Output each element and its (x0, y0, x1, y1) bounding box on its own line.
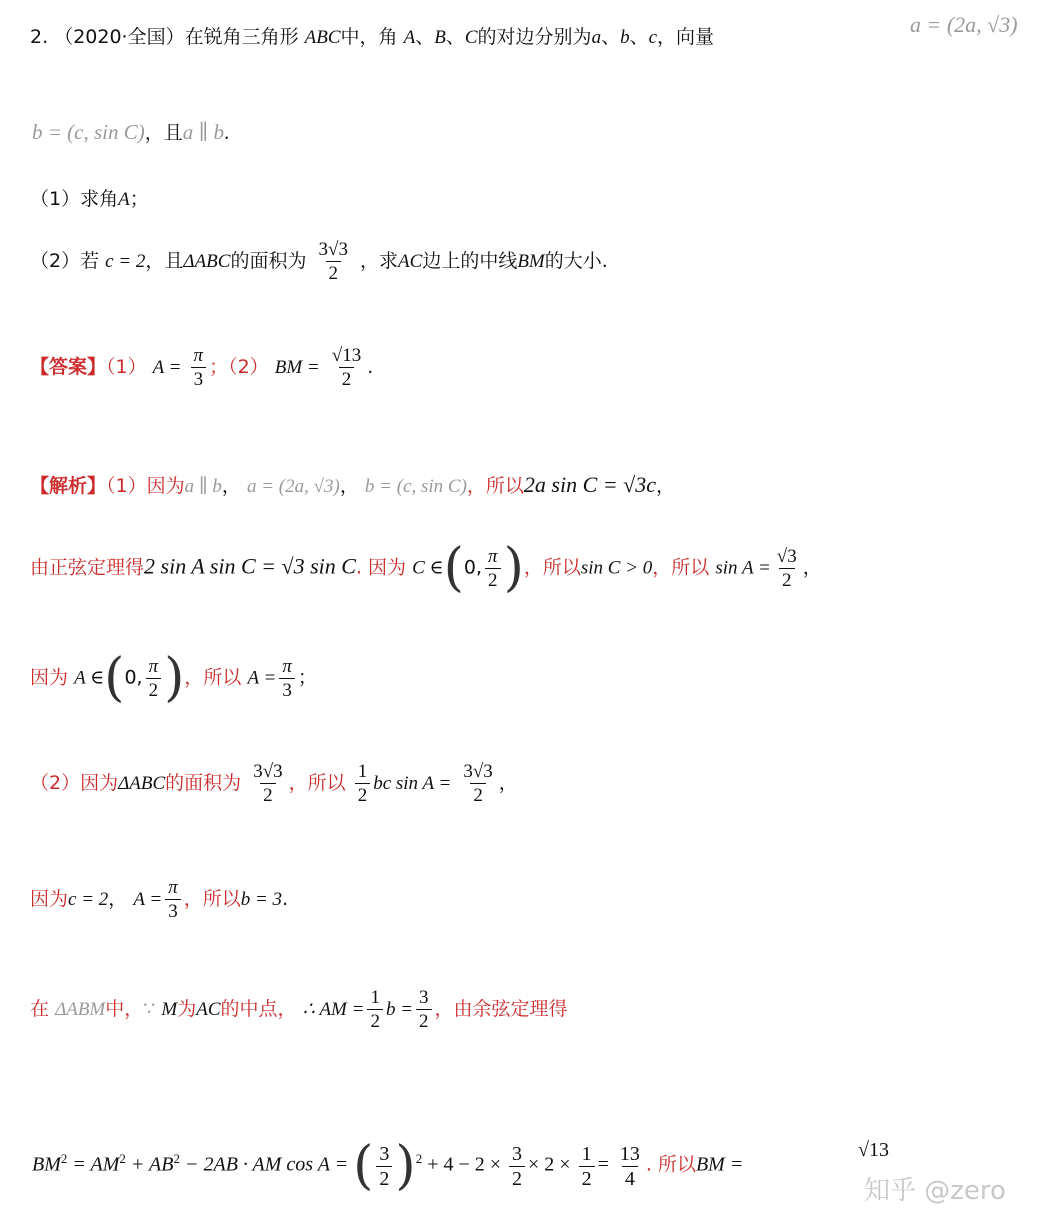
solution-line-1: 【解析】（1）因为a ∥ b， a = (2a, √3)， b = (c, sin C)，所以2a sin C = √3c， (30, 472, 675, 497)
solution-line-4: （2）因为ΔABC的面积为 $\frac{3√3}{2}$ ，所以 $\frac{1}{2}$ bc sin A = $\frac{3√3}{2}$ ， (30, 761, 518, 806)
area-fraction: $\frac{3√3}{2}$ (318, 239, 348, 284)
solution-line-3: 因为 A ∈(0, $\frac{\pi}{2}$ )，所以 A = $\frac{\pi}{3}$ ； (30, 648, 317, 708)
final-sqrt13: √13 (858, 1139, 889, 1161)
question-source: （2020·全国） (54, 26, 185, 48)
part-2-question: （2）若 c = 2，且ΔABC的面积为 $\frac{3√3}{2}$ ，求AC边上的中线BM的大小. (30, 239, 608, 284)
solution-label: 【解析】 (30, 475, 107, 497)
question-line-1: 2. （2020·全国）在锐角三角形 ABC中，角 A、B、C的对边分别为a、b、c，向量 (30, 26, 715, 48)
question-line-2: b = (c, sin C)，且a ∥ b. (32, 120, 230, 144)
solution-line-2: 由正弦定理得2 sin A sin C = √3 sin C. 因为 C ∈(0, $\frac{\pi}{2}$ )，所以sin C > 0，所以 sin A = $\frac{√3}{2}$ ， (30, 538, 822, 598)
part-1-question: （1）求角A； (30, 188, 149, 210)
question-number: 2. (30, 26, 49, 48)
vector-a-def: a = (2a, √3) (910, 12, 1018, 37)
answer-line: 【答案】（1） A = $\frac{\pi}{3}$ ；（2） BM = $\frac{√13}{2}$ . (30, 345, 374, 390)
solution-line-6: 在 ΔABM中，∵ M为AC的中点， ∴ AM = $\frac{1}{2}$ b = $\frac{3}{2}$ ，由余弦定理得 (30, 987, 568, 1032)
answer-label: 【答案】 (30, 356, 107, 378)
vector-b-def: b = (c, sin C) (32, 120, 145, 144)
solution-line-5: 因为c = 2， A = $\frac{\pi}{3}$ ，所以b = 3. (30, 877, 289, 922)
parallel-condition: a ∥ b (182, 120, 224, 144)
solution-line-7: $BM^2 = AM^2 + AB^2 - 2AB$ · AM cos A = ( $\frac{3}{2}$ )$^2$ + 4 − 2 × $\frac{3}{2}$ × 2 × $\frac{1}{2}$ = $\frac{13}{4}$ . 所以BM = (32, 1136, 744, 1196)
zhihu-watermark: 知乎 @zero (864, 1176, 1006, 1206)
